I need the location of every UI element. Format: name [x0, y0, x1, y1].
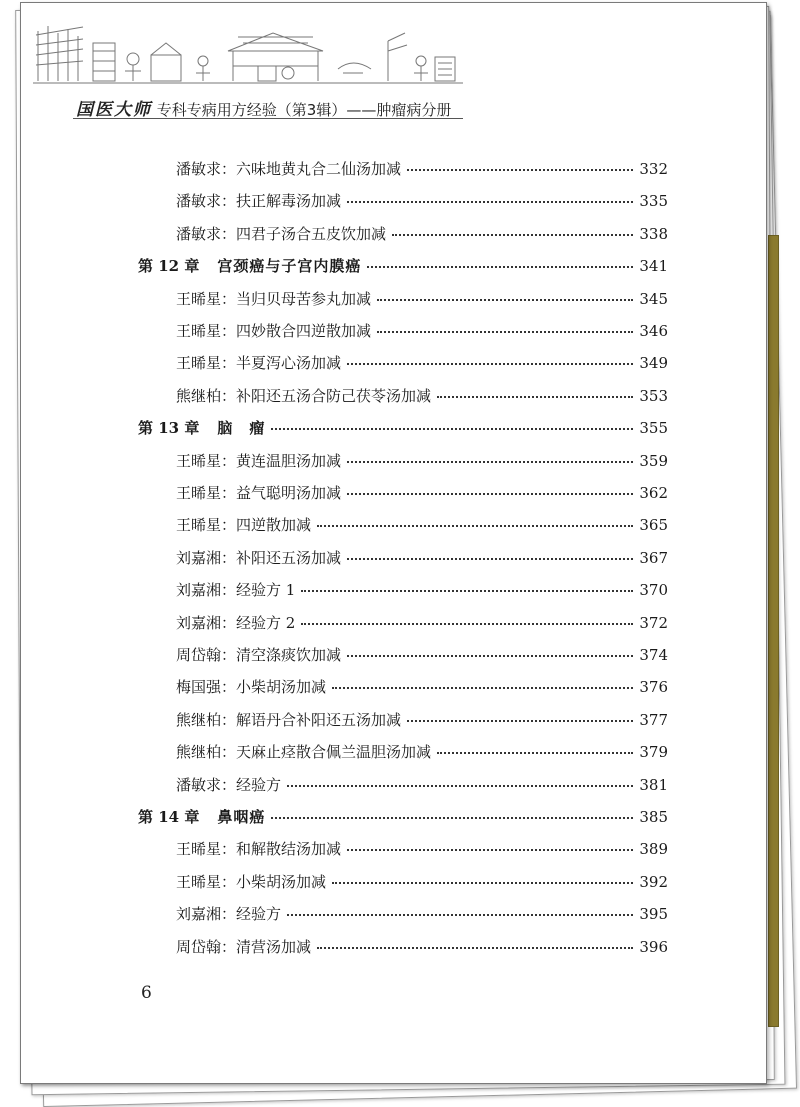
entry-page-number: 377	[639, 710, 668, 729]
entry-title: 王晞星：益气聪明汤加减	[176, 484, 342, 502]
dot-leader	[301, 589, 633, 592]
toc-chapter-row	[138, 254, 668, 278]
entry-page-number: 362	[639, 484, 668, 502]
book-edge-strip	[768, 235, 779, 1027]
toc-entry-row	[176, 222, 668, 246]
toc-entry-row	[176, 287, 668, 311]
entry-title: 王晞星：半夏泻心汤加减	[176, 354, 342, 373]
entry-title: 潘敏求：四君子汤合五皮饮加减	[176, 224, 387, 243]
entry-page-number: 374	[639, 646, 668, 664]
entry-page-number: 346	[639, 322, 668, 340]
chapter-title: 脑 瘤	[217, 419, 266, 438]
entry-page-number: 355	[639, 419, 668, 438]
entry-page-number: 332	[639, 160, 668, 178]
entry-title: 周岱翰：清空涤痰饮加减	[176, 646, 342, 664]
dot-leader	[271, 427, 633, 430]
entry-title: 潘敏求：经验方	[176, 775, 282, 794]
entry-title: 刘嘉湘：经验方 2	[176, 613, 296, 632]
entry-page-number: 372	[639, 613, 668, 632]
dot-leader	[377, 298, 633, 301]
chapter-title: 宫颈癌与子宫内膜癌	[217, 257, 362, 276]
entry-page-number: 359	[639, 451, 668, 470]
entry-page-number: 367	[639, 548, 668, 567]
chapter-number: 第 13 章	[138, 419, 200, 438]
entry-title: 潘敏求：扶正解毒汤加减	[176, 192, 342, 211]
toc-entry-row	[176, 773, 668, 797]
toc-entry-row	[176, 740, 668, 764]
toc-chapter-row	[138, 416, 668, 440]
toc-entry-row	[176, 546, 668, 570]
dot-leader	[377, 330, 633, 333]
header-rule	[73, 118, 463, 119]
dot-leader	[347, 200, 633, 203]
entry-page-number: 396	[639, 937, 668, 956]
dot-leader	[347, 460, 633, 463]
toc-entry-row	[176, 157, 668, 181]
series-subtitle: 专科专病用方经验（第3辑）——肿瘤病分册	[156, 101, 452, 119]
toc-entry-row	[176, 319, 668, 343]
dot-leader	[271, 816, 633, 819]
entry-title: 潘敏求：六味地黄丸合二仙汤加减	[176, 160, 402, 178]
entry-title: 刘嘉湘：经验方 1	[176, 581, 296, 600]
entry-title: 梅国强：小柴胡汤加减	[176, 678, 327, 697]
toc-entry-row	[176, 870, 668, 894]
entry-title: 王晞星：黄连温胆汤加减	[176, 451, 342, 470]
entry-page-number: 385	[639, 808, 668, 826]
entry-page-number: 370	[639, 581, 668, 600]
toc-entry-row	[176, 513, 668, 537]
chapter-number: 第 14 章	[138, 808, 200, 826]
entry-page-number: 376	[639, 678, 668, 697]
toc-chapter-row	[138, 805, 668, 829]
entry-title: 周岱翰：清营汤加减	[176, 937, 312, 956]
toc-entry-row	[176, 449, 668, 473]
toc-entry-row	[176, 837, 668, 861]
dot-leader	[287, 784, 633, 787]
dot-leader	[317, 524, 633, 527]
dot-leader	[367, 265, 633, 268]
toc-entry-row	[176, 708, 668, 732]
toc-entry-row	[176, 675, 668, 699]
running-header	[76, 95, 451, 120]
toc-entry-row	[176, 611, 668, 635]
chapter-title: 鼻咽癌	[217, 808, 266, 826]
toc-entry-row	[176, 351, 668, 375]
series-brand: 国医大师	[76, 100, 152, 120]
dot-leader	[332, 686, 633, 689]
dot-leader	[347, 362, 633, 365]
entry-page-number: 353	[639, 386, 668, 405]
entry-title: 熊继柏：补阳还五汤合防己茯苓汤加减	[176, 386, 432, 405]
dot-leader	[287, 913, 633, 916]
dot-leader	[301, 622, 633, 625]
entry-page-number: 392	[639, 872, 668, 891]
chapter-number: 第 12 章	[138, 257, 200, 276]
entry-page-number: 389	[639, 840, 668, 859]
dot-leader	[392, 233, 633, 236]
toc-entry-row	[176, 935, 668, 959]
dot-leader	[407, 168, 633, 171]
entry-page-number: 379	[639, 743, 668, 762]
dot-leader	[407, 719, 633, 722]
dot-leader	[347, 654, 633, 657]
entry-title: 王晞星：四逆散加减	[176, 516, 312, 535]
entry-page-number: 365	[639, 516, 668, 535]
dot-leader	[317, 946, 633, 949]
entry-title: 王晞星：当归贝母苦参丸加减	[176, 289, 372, 308]
toc-entry-row	[176, 384, 668, 408]
entry-page-number: 395	[639, 905, 668, 924]
dot-leader	[347, 557, 633, 560]
dot-leader	[437, 395, 633, 398]
dot-leader	[332, 881, 633, 884]
dot-leader	[437, 751, 633, 754]
entry-title: 王晞星：四妙散合四逆散加减	[176, 322, 372, 340]
entry-title: 刘嘉湘：补阳还五汤加减	[176, 548, 342, 567]
toc-entry-row	[176, 902, 668, 926]
entry-page-number: 345	[639, 289, 668, 308]
entry-title: 熊继柏：天麻止痉散合佩兰温胆汤加减	[176, 743, 432, 762]
header-illustration	[33, 21, 463, 89]
entry-title: 王晞星：小柴胡汤加减	[176, 872, 327, 891]
entry-title: 熊继柏：解语丹合补阳还五汤加减	[176, 710, 402, 729]
toc-entry-row	[176, 481, 668, 505]
entry-page-number: 335	[639, 192, 668, 211]
entry-page-number: 338	[639, 224, 668, 243]
page-number: 6	[141, 983, 152, 1003]
toc-entry-row	[176, 643, 668, 667]
toc-entry-row	[176, 189, 668, 213]
entry-title: 王晞星：和解散结汤加减	[176, 840, 342, 859]
entry-page-number: 381	[639, 775, 668, 794]
toc-page	[20, 2, 767, 1084]
toc-entry-row	[176, 578, 668, 602]
dot-leader	[347, 492, 633, 495]
entry-page-number: 349	[639, 354, 668, 373]
dot-leader	[347, 848, 633, 851]
entry-page-number: 341	[639, 257, 668, 276]
entry-title: 刘嘉湘：经验方	[176, 905, 282, 924]
